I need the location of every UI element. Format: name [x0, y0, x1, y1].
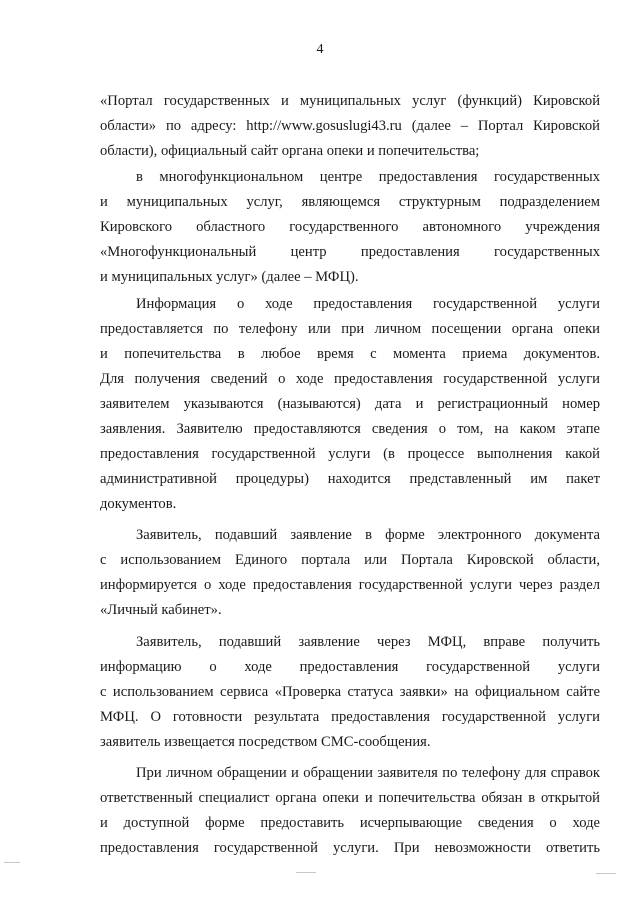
text-line: Заявитель, подавший заявление через МФЦ, вправе получить	[136, 634, 600, 650]
text-line: области» по адресу: http://www.gosuslugi43.ru (далее – Портал Кировской	[100, 118, 600, 134]
text-line: Для получения сведений о ходе предоставления государственной услуги	[100, 371, 600, 387]
text-line: области), официальный сайт органа опеки и попечительства;	[100, 143, 480, 159]
paragraph-5	[100, 630, 600, 755]
text-line: предоставления государственной услуги. При невозможности ответить	[100, 840, 600, 856]
paragraph-4	[100, 523, 600, 623]
paragraph-1	[100, 89, 600, 164]
paragraph-2	[100, 165, 600, 290]
text-line: с использованием Единого портала или Портала Кировской области,	[100, 552, 600, 568]
text-line: и муниципальных услуг, являющемся структурным подразделением	[100, 194, 600, 210]
text-line: административной процедуры) находится представленный им пакет	[100, 471, 600, 487]
paragraph-6	[100, 761, 600, 861]
text-line: предоставления государственной услуги (в процессе выполнения какой	[100, 446, 600, 462]
text-line: информацию о ходе предоставления государственной услуги	[100, 659, 600, 675]
text-line: документов.	[100, 496, 177, 512]
text-line: в многофункциональном центре предоставления государственных	[136, 169, 600, 185]
scan-artifact	[4, 862, 20, 863]
paragraph-3	[100, 292, 600, 517]
scan-artifact	[296, 872, 316, 873]
text-line: заявителем указываются (называются) дата и регистрационный номер	[100, 396, 600, 412]
text-line: При личном обращении и обращении заявителя по телефону для справок	[136, 765, 600, 781]
text-line: предоставляется по телефону или при личном посещении органа опеки	[100, 321, 600, 337]
text-line: и муниципальных услуг» (далее – МФЦ).	[100, 269, 359, 285]
page-number: 4	[316, 42, 324, 57]
text-line: информируется о ходе предоставления государственной услуги через раздел	[100, 577, 600, 593]
text-line: и попечительства в любое время с момента приема документов.	[100, 346, 600, 362]
text-line: Заявитель, подавший заявление в форме электронного документа	[136, 527, 600, 543]
text-line: и доступной форме предоставить исчерпывающие сведения о ходе	[100, 815, 600, 831]
text-line: «Многофункциональный центр предоставления государственных	[100, 244, 600, 260]
text-line: заявления. Заявителю предоставляются сведения о том, на каком этапе	[100, 421, 600, 437]
text-line: ответственный специалист органа опеки и попечительства обязан в открытой	[100, 790, 600, 806]
text-line: Информация о ходе предоставления государственной услуги	[136, 296, 600, 312]
scan-artifact	[596, 873, 616, 874]
text-line: заявитель извещается посредством СМС-сообщения.	[100, 734, 431, 750]
text-line: «Личный кабинет».	[100, 602, 222, 618]
text-line: Кировского областного государственного автономного учреждения	[100, 219, 600, 235]
text-line: «Портал государственных и муниципальных услуг (функций) Кировской	[100, 93, 600, 109]
text-line: с использованием сервиса «Проверка статуса заявки» на официальном сайте	[100, 684, 600, 700]
text-line: МФЦ. О готовности результата предоставления государственной услуги	[100, 709, 600, 725]
